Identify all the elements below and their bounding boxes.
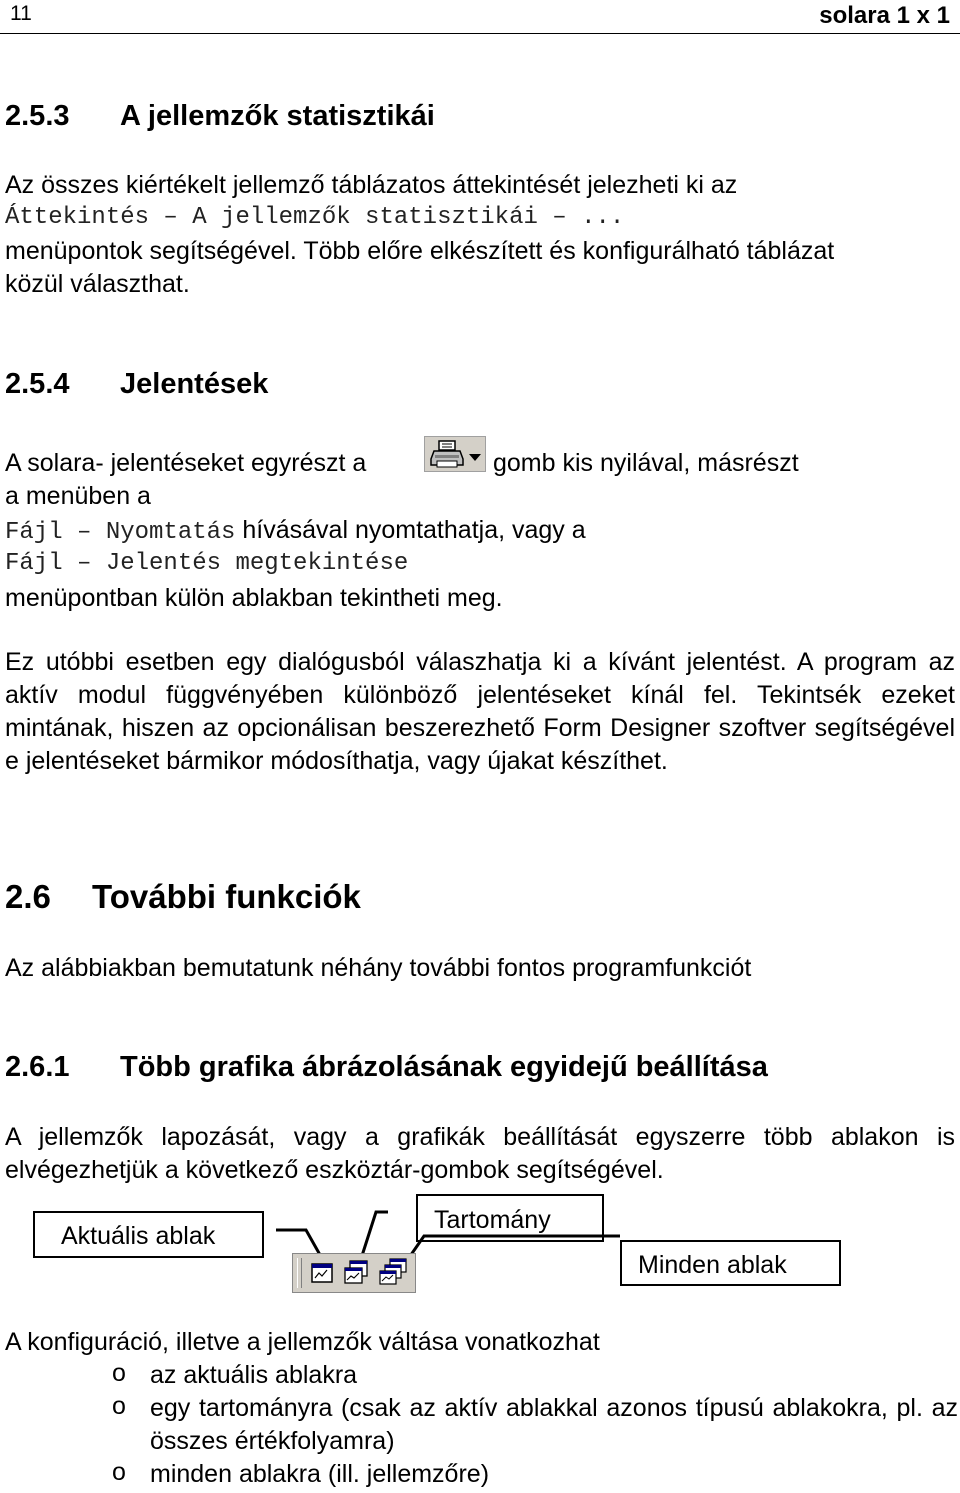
section-26-heading <box>5 878 361 916</box>
section-254-line1-before: A solara- jelentéseket egyrészt a <box>5 449 367 477</box>
list-item-1: az aktuális ablakra <box>150 1361 358 1389</box>
bullet-marker-1: o <box>112 1359 126 1387</box>
section-253-heading <box>5 100 435 133</box>
section-261-para1: A jellemzők lapozását, vagy a grafikák beállítását egyszerre több ablakon is elvégezhetjük a következő eszköztár-gombok segítségével. <box>5 1123 955 1184</box>
section-261-title: Több grafika ábrázolásának egyidejű beállítása <box>120 1051 768 1083</box>
callout-all-windows: Minden ablak <box>620 1240 841 1286</box>
section-261-para2: A konfiguráció, illetve a jellemzők váltása vonatkozhat <box>5 1328 600 1356</box>
bullet-marker-3: o <box>112 1458 126 1486</box>
print-dropdown-button[interactable] <box>424 436 486 472</box>
toolbar-grip <box>297 1258 302 1288</box>
section-254-line2: a menüben a <box>5 482 151 510</box>
window-scope-toolbar <box>292 1253 416 1293</box>
menu-report-path: Fájl – Jelentés megtekintése <box>5 550 409 577</box>
range-windows-icon <box>341 1258 371 1288</box>
list-item-3: minden ablakra (ill. jellemzőre) <box>150 1460 490 1488</box>
section-254-line3 <box>5 514 586 549</box>
section-253-line3: menüpontok segítségével. Több előre elkészített és konfigurálható táblázat <box>5 237 835 265</box>
section-253-menu-path: Áttekintés – A jellemzők statisztikái – ... <box>5 204 625 231</box>
toolbar-button-range[interactable] <box>341 1258 371 1288</box>
all-windows-icon <box>377 1258 409 1288</box>
section-254-line1-after: gomb kis nyilával, másrészt <box>493 449 799 477</box>
section-254-line3-after: hívásával nyomtathatja, vagy a <box>242 516 586 544</box>
header-rule <box>0 33 960 34</box>
section-253-number: 2.5.3 <box>5 100 70 132</box>
section-26-text: Az alábbiakban bemutatunk néhány további fontos programfunkciót <box>5 954 752 982</box>
page-number: 11 <box>10 2 32 25</box>
section-261-heading <box>5 1051 768 1084</box>
toolbar-button-all[interactable] <box>377 1258 409 1288</box>
printer-icon <box>429 439 469 471</box>
section-254-title: Jelentések <box>120 368 269 400</box>
callout-current-window: Aktuális ablak <box>33 1211 264 1258</box>
running-title: solara 1 x 1 <box>819 2 950 29</box>
section-254-number: 2.5.4 <box>5 368 70 400</box>
callout-range: Tartomány <box>416 1194 604 1242</box>
section-261-number: 2.6.1 <box>5 1051 70 1083</box>
current-window-icon <box>307 1258 337 1288</box>
section-254-line5: menüpontban külön ablakban tekintheti meg. <box>5 584 503 612</box>
section-254-para2: Ez utóbbi esetben egy dialógusból válaszhatja ki a kívánt jelentést. A program az aktív modul függvényében különböző jelentéseket kínál fel. Tekintsék ezeket mintának, hiszen az opcionálisan beszerezhető Form Designer szoftver segítségével e jelentéseket bármikor módosíthatja, vagy újakat készíthet. <box>5 648 955 775</box>
menu-print-path: Fájl – Nyomtatás <box>5 519 236 546</box>
toolbar-button-current[interactable] <box>307 1258 337 1288</box>
section-253-line4: közül választhat. <box>5 270 190 298</box>
dropdown-arrow-icon <box>469 454 481 462</box>
list-item-2: egy tartományra (csak az aktív ablakkal azonos típusú ablakokra, pl. az összes értékfolyamra) <box>150 1394 958 1455</box>
section-254-heading <box>5 368 268 401</box>
section-26-number: 2.6 <box>5 878 51 915</box>
section-253-line1: Az összes kiértékelt jellemző táblázatos áttekintését jelezheti ki az <box>5 171 738 199</box>
section-253-title: A jellemzők statisztikái <box>120 100 435 132</box>
callout-leader-lines <box>0 1200 960 1320</box>
section-26-title: További funkciók <box>92 878 361 915</box>
bullet-marker-2: o <box>112 1392 126 1420</box>
